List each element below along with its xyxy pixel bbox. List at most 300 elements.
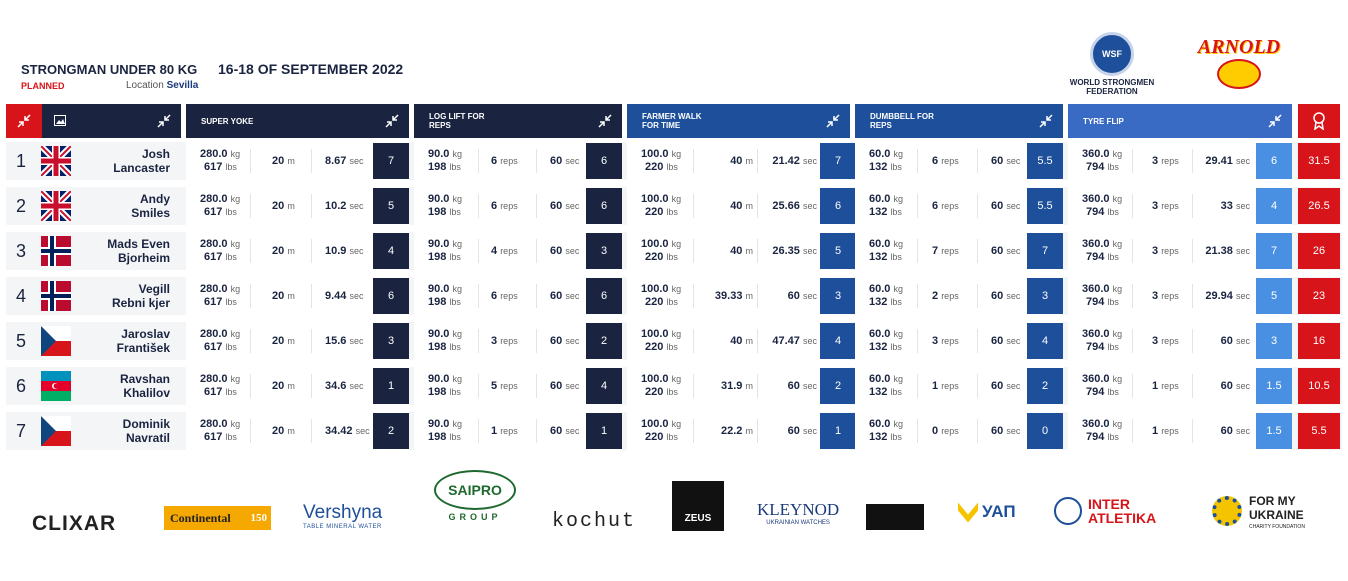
value: 5 — [491, 380, 498, 392]
event-cell — [414, 412, 622, 450]
unit-label: kg — [452, 284, 462, 294]
unit-label: lbs — [1107, 297, 1119, 307]
weight-kg — [641, 328, 681, 340]
value: 3 — [1152, 200, 1159, 212]
rank: 4 — [15, 286, 26, 306]
reps — [932, 380, 959, 392]
reps — [491, 245, 518, 257]
unit-label: kg — [452, 329, 462, 339]
unit-label: kg — [671, 419, 682, 429]
sponsor-zeus: ZEUS — [672, 481, 724, 531]
divider — [536, 149, 537, 173]
sponsor-kleynod-text: KLEYNOD — [757, 500, 840, 519]
unit-label: kg — [893, 239, 903, 249]
sponsor-uap-text: УАП — [982, 502, 1016, 521]
value: 1 — [491, 425, 498, 437]
unit-label: reps — [941, 426, 959, 436]
athlete-name[interactable] — [70, 282, 170, 310]
event-cell — [627, 412, 850, 450]
unit-label: sec — [349, 291, 364, 301]
event-points: 2 — [1027, 368, 1063, 404]
divider — [250, 239, 251, 263]
event-cell — [186, 187, 409, 225]
distance — [707, 200, 753, 212]
divider — [478, 194, 479, 218]
time — [325, 290, 364, 302]
value: 617 — [204, 161, 223, 173]
collapse-icon[interactable] — [598, 114, 612, 128]
unit-label: m — [745, 291, 753, 301]
athlete-first-name: Andy — [140, 192, 170, 206]
divider — [917, 284, 918, 308]
event-header-super-yoke[interactable] — [186, 104, 409, 138]
table-row[interactable] — [6, 277, 1342, 315]
unit-label: sec — [1006, 426, 1021, 436]
weight-kg — [641, 283, 681, 295]
total-points-header[interactable] — [1298, 104, 1340, 138]
event-name-line2: REPS — [870, 121, 892, 130]
sponsor-for-my-ukraine-sub: CHARITY FOUNDATION — [1249, 524, 1305, 530]
divider — [917, 329, 918, 353]
unit-label: m — [287, 381, 295, 391]
unit-label: reps — [1161, 246, 1179, 256]
weight-kg — [641, 193, 681, 205]
unit-label: kg — [1112, 284, 1123, 294]
unit-label: kg — [893, 374, 903, 384]
reps — [491, 290, 518, 302]
value: 198 — [428, 431, 447, 443]
unit-label: m — [745, 426, 753, 436]
unit-label: reps — [941, 291, 959, 301]
unit-label: reps — [500, 336, 518, 346]
value: 198 — [428, 341, 447, 353]
weight-kg — [641, 373, 681, 385]
weight-lbs — [869, 341, 902, 353]
uap-icon — [958, 503, 978, 523]
divider — [917, 239, 918, 263]
value: 4 — [491, 245, 498, 257]
event-points: 4 — [373, 233, 409, 269]
sponsor-kochut: kochut — [552, 510, 637, 533]
unit-label: reps — [500, 291, 518, 301]
value: 794 — [1086, 296, 1105, 308]
athlete-last-name: Khalilov — [123, 386, 170, 400]
unit-label: lbs — [890, 342, 902, 352]
divider — [1132, 374, 1133, 398]
rank: 5 — [15, 331, 26, 351]
divider — [250, 374, 251, 398]
unit-label: kg — [671, 239, 682, 249]
weight-kg — [1082, 373, 1122, 385]
total-points: 26.5 — [1298, 188, 1340, 224]
divider — [917, 149, 918, 173]
sponsor-kleynod-sub: UKRAINIAN WATCHES — [766, 520, 830, 526]
value: 3 — [1152, 155, 1159, 167]
unit-label: sec — [349, 246, 364, 256]
value: 220 — [645, 431, 664, 443]
event-points: 7 — [1256, 233, 1292, 269]
value: 3 — [1152, 290, 1159, 302]
event-points: 1 — [373, 368, 409, 404]
distance — [707, 290, 753, 302]
medal-icon — [1312, 112, 1326, 130]
location-label: Location — [126, 80, 164, 91]
reps — [932, 425, 959, 437]
event-cell — [627, 277, 850, 315]
unit-label: kg — [671, 329, 682, 339]
value: 60.0 — [869, 418, 891, 430]
collapse-icon[interactable] — [1268, 114, 1282, 128]
unit-label: lbs — [449, 432, 461, 442]
event-cell — [627, 367, 850, 405]
weight-kg — [869, 148, 903, 160]
table-row[interactable] — [6, 142, 1342, 180]
expand-all-button[interactable] — [6, 104, 42, 138]
event-points: 6 — [1256, 143, 1292, 179]
unit-label: kg — [452, 149, 462, 159]
value: 60 — [550, 155, 563, 167]
unit-label: reps — [500, 201, 518, 211]
table-row[interactable] — [6, 412, 1342, 450]
unit-label: sec — [349, 201, 364, 211]
time — [763, 335, 817, 347]
unit-label: reps — [1161, 291, 1179, 301]
event-cell — [627, 142, 850, 180]
athlete-name[interactable] — [70, 192, 170, 220]
value: 60 — [787, 425, 800, 437]
time — [550, 335, 579, 347]
value: 20 — [272, 425, 285, 437]
value: 60 — [991, 425, 1004, 437]
table-row[interactable] — [6, 367, 1342, 405]
weight-lbs — [204, 431, 237, 443]
unit-label: lbs — [1107, 252, 1119, 262]
value: 21.38 — [1205, 245, 1233, 257]
event-points: 6 — [586, 188, 622, 224]
unit-label: sec — [565, 426, 580, 436]
weight-kg — [1082, 193, 1122, 205]
unit-label: kg — [1112, 374, 1123, 384]
divider — [977, 374, 978, 398]
event-name-line1: DUMBBELL FOR — [870, 112, 934, 121]
arnold-text: ARNOLD — [1197, 36, 1281, 58]
value: 6 — [932, 200, 939, 212]
unit-label: reps — [500, 246, 518, 256]
weight-lbs — [645, 386, 678, 398]
athlete-column-header[interactable] — [42, 104, 181, 138]
sponsor-saipro-sub: GROUP — [448, 512, 502, 522]
wsf-line2: FEDERATION — [1086, 87, 1138, 96]
unit-label: sec — [802, 201, 817, 211]
value: 40 — [730, 335, 743, 347]
athlete-first-name: Vegill — [138, 282, 170, 296]
divider — [977, 194, 978, 218]
rank: 3 — [15, 241, 26, 261]
divider — [693, 419, 694, 443]
value: 794 — [1086, 206, 1105, 218]
event-points: 5 — [1256, 278, 1292, 314]
weight-lbs — [428, 206, 461, 218]
event-header-dumbbell[interactable] — [855, 104, 1063, 138]
value: 280.0 — [200, 328, 228, 340]
value: 360.0 — [1082, 328, 1110, 340]
weight-lbs — [645, 251, 678, 263]
unit-label: lbs — [890, 387, 902, 397]
event-points: 1.5 — [1256, 368, 1292, 404]
unit-label: sec — [1235, 426, 1250, 436]
weight-lbs — [428, 431, 461, 443]
value: 47.47 — [772, 335, 800, 347]
distance — [272, 200, 295, 212]
athlete-first-name: Josh — [141, 147, 170, 161]
unit-label: reps — [941, 156, 959, 166]
value: 132 — [869, 296, 888, 308]
unit-label: kg — [230, 329, 241, 339]
weight-kg — [200, 373, 240, 385]
unit-label: lbs — [1107, 432, 1119, 442]
value: 617 — [204, 431, 223, 443]
value: 360.0 — [1082, 373, 1110, 385]
value: 220 — [645, 206, 664, 218]
unit-label: kg — [230, 149, 241, 159]
athlete-last-name: Rebni kjer — [111, 296, 170, 310]
value: 1 — [932, 380, 939, 392]
unit-label: sec — [349, 336, 364, 346]
value: 198 — [428, 251, 447, 263]
weight-kg — [869, 328, 903, 340]
rank: 2 — [15, 196, 26, 216]
reps — [1152, 335, 1179, 347]
divider — [536, 284, 537, 308]
weight-kg — [200, 193, 240, 205]
distance — [272, 425, 295, 437]
divider — [693, 374, 694, 398]
event-cell — [186, 367, 409, 405]
unit-label: sec — [1006, 336, 1021, 346]
collapse-icon[interactable] — [157, 114, 171, 128]
event-cell — [855, 277, 1063, 315]
unit-label: reps — [1161, 201, 1179, 211]
unit-label: kg — [893, 149, 903, 159]
weight-lbs — [204, 386, 237, 398]
sponsor-interatletika-text: INTER ATLETIKA — [1088, 496, 1157, 526]
time — [550, 245, 579, 257]
unit-label: sec — [1235, 156, 1250, 166]
time — [1196, 425, 1250, 437]
unit-label: sec — [1006, 381, 1021, 391]
athlete-name[interactable] — [70, 417, 170, 445]
weight-kg — [641, 418, 681, 430]
athlete-first-name: Ravshan — [119, 372, 170, 386]
event-cell — [414, 367, 622, 405]
divider — [311, 239, 312, 263]
value: 60 — [991, 290, 1004, 302]
athlete-name[interactable] — [70, 147, 170, 175]
unit-label: sec — [1006, 156, 1021, 166]
event-cell — [186, 277, 409, 315]
flag-icon-no — [41, 236, 71, 266]
value: 794 — [1086, 341, 1105, 353]
value: 132 — [869, 341, 888, 353]
unit-label: lbs — [1107, 207, 1119, 217]
weight-kg — [200, 148, 240, 160]
divider — [536, 239, 537, 263]
distance — [272, 380, 295, 392]
weight-kg — [869, 373, 903, 385]
weight-lbs — [204, 206, 237, 218]
unit-label: sec — [1235, 336, 1250, 346]
collapse-icon[interactable] — [826, 114, 840, 128]
unit-label: m — [745, 156, 753, 166]
weight-kg — [428, 238, 462, 250]
athlete-name[interactable] — [70, 327, 170, 355]
value: 20 — [272, 200, 285, 212]
unit-label: sec — [1006, 291, 1021, 301]
weight-lbs — [869, 161, 902, 173]
weight-kg — [1082, 283, 1122, 295]
reps — [1152, 380, 1179, 392]
unit-label: lbs — [225, 207, 237, 217]
unit-label: kg — [230, 419, 241, 429]
value: 100.0 — [641, 148, 669, 160]
divider — [536, 329, 537, 353]
time — [991, 290, 1020, 302]
event-points: 1 — [586, 413, 622, 449]
unit-label: lbs — [666, 207, 678, 217]
event-cell — [1068, 412, 1292, 450]
weight-kg — [1082, 148, 1122, 160]
weight-lbs — [428, 161, 461, 173]
value: 29.41 — [1205, 155, 1233, 167]
divider — [1132, 239, 1133, 263]
competition-dates: 16-18 OF SEPTEMBER 2022 — [218, 61, 404, 77]
unit-label: kg — [1112, 239, 1123, 249]
total-points: 5.5 — [1298, 413, 1340, 449]
value: 10.9 — [325, 245, 347, 257]
table-row[interactable] — [6, 232, 1342, 270]
weight-lbs — [428, 296, 461, 308]
sponsor-bc-logo — [866, 504, 924, 530]
table-row[interactable] — [6, 187, 1342, 225]
divider — [1192, 329, 1193, 353]
event-points: 3 — [820, 278, 856, 314]
value: 90.0 — [428, 238, 450, 250]
event-name-line1: TYRE FLIP — [1083, 117, 1124, 126]
total-points: 31.5 — [1298, 143, 1340, 179]
divider — [917, 194, 918, 218]
value: 60 — [550, 425, 563, 437]
location — [126, 80, 198, 91]
flag-icon-uk — [41, 191, 71, 221]
value: 60 — [550, 290, 563, 302]
table-row[interactable] — [6, 322, 1342, 360]
divider — [478, 374, 479, 398]
value: 25.66 — [772, 200, 800, 212]
value: 220 — [645, 251, 664, 263]
value: 132 — [869, 161, 888, 173]
event-cell — [627, 322, 850, 360]
unit-label: lbs — [890, 432, 902, 442]
time — [550, 380, 579, 392]
time — [991, 245, 1020, 257]
unit-label: kg — [1112, 149, 1123, 159]
reps — [932, 155, 959, 167]
weight-lbs — [428, 386, 461, 398]
unit-label: kg — [1112, 419, 1123, 429]
unit-label: reps — [941, 246, 959, 256]
value: 100.0 — [641, 373, 669, 385]
value: 60.0 — [869, 148, 891, 160]
total-points: 16 — [1298, 323, 1340, 359]
weight-lbs — [1086, 161, 1119, 173]
sponsor-saipro-text: SAIPRO — [434, 470, 516, 510]
time — [1196, 155, 1250, 167]
weight-kg — [869, 283, 903, 295]
rank: 1 — [15, 151, 26, 171]
unit-label: m — [745, 381, 753, 391]
distance — [272, 335, 295, 347]
event-points: 4 — [586, 368, 622, 404]
event-points: 3 — [373, 323, 409, 359]
wsf-line1: WORLD STRONGMEN — [1069, 78, 1155, 87]
reps — [491, 425, 518, 437]
event-points: 6 — [373, 278, 409, 314]
divider — [1192, 149, 1193, 173]
unit-label: reps — [500, 381, 518, 391]
athlete-name[interactable] — [70, 237, 170, 265]
divider — [977, 419, 978, 443]
athlete-name[interactable] — [70, 372, 170, 400]
unit-label: kg — [671, 374, 682, 384]
event-header-log-lift[interactable] — [414, 104, 622, 138]
distance — [707, 380, 753, 392]
value: 220 — [645, 386, 664, 398]
event-cell — [855, 412, 1063, 450]
time — [1196, 200, 1250, 212]
divider — [1132, 149, 1133, 173]
value: 20 — [272, 335, 285, 347]
unit-label: kg — [230, 284, 241, 294]
weight-kg — [869, 418, 903, 430]
value: 60 — [991, 335, 1004, 347]
unit-label: kg — [893, 329, 903, 339]
collapse-icon[interactable] — [385, 114, 399, 128]
value: 90.0 — [428, 418, 450, 430]
value: 20 — [272, 245, 285, 257]
weight-kg — [641, 238, 681, 250]
event-cell — [1068, 277, 1292, 315]
unit-label: m — [287, 426, 295, 436]
value: 90.0 — [428, 193, 450, 205]
event-points: 5.5 — [1027, 143, 1063, 179]
weight-lbs — [428, 251, 461, 263]
event-cell — [855, 322, 1063, 360]
collapse-icon[interactable] — [1039, 114, 1053, 128]
value: 3 — [932, 335, 939, 347]
unit-label: m — [745, 336, 753, 346]
unit-label: lbs — [225, 162, 237, 172]
divider — [757, 239, 758, 263]
event-header-tyre-flip[interactable] — [1068, 104, 1292, 138]
weight-lbs — [204, 251, 237, 263]
unit-label: m — [745, 246, 753, 256]
weight-kg — [200, 418, 240, 430]
time — [325, 155, 364, 167]
event-header-farmer-walk[interactable] — [627, 104, 850, 138]
divider — [478, 329, 479, 353]
value: 100.0 — [641, 418, 669, 430]
unit-label: reps — [941, 201, 959, 211]
